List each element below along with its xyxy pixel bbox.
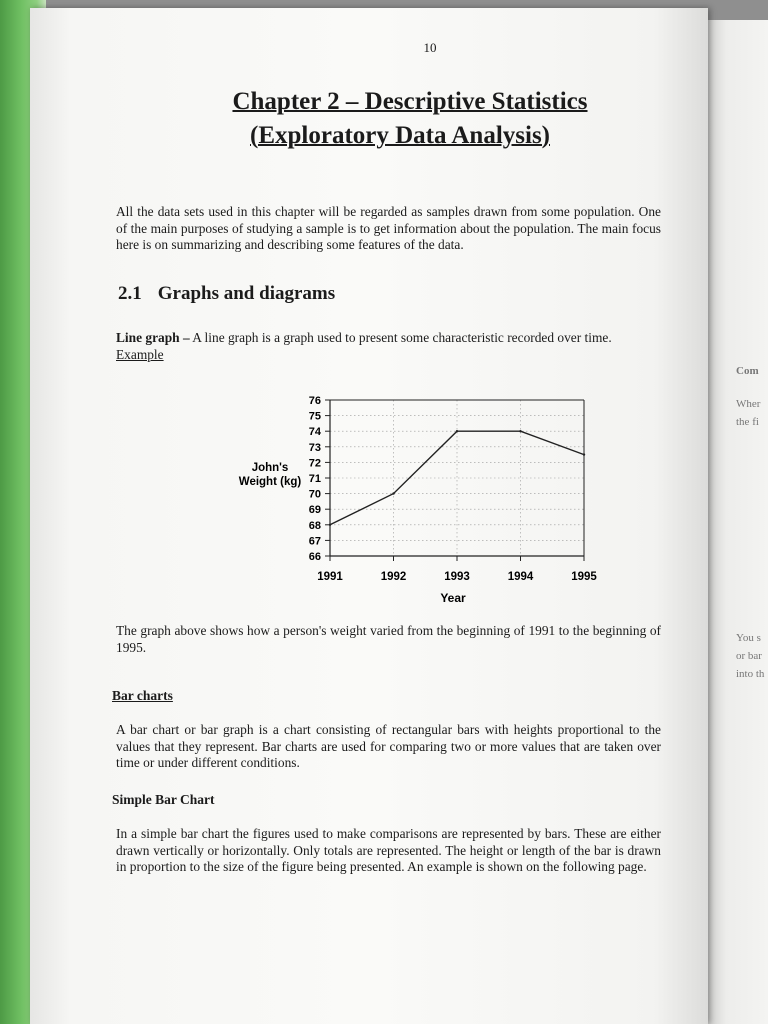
data-point <box>583 453 585 455</box>
x-tick-label: 1995 <box>571 571 597 583</box>
page-number: 10 <box>423 40 437 55</box>
section-heading <box>118 283 351 305</box>
line-graph-definition <box>116 330 661 363</box>
line-graph-text: A line graph is a graph used to present some characteristic recorded over time. <box>189 330 612 345</box>
data-point <box>456 430 458 432</box>
x-tick-label: 1993 <box>444 571 470 583</box>
y-axis-label-line1: John's <box>251 462 289 474</box>
intro-paragraph: All the data sets used in this chapter will be regarded as samples drawn from some population. One of the main purposes of studying a sample is to get information about the population. The main focus here is on summarizing and describing some features of the data. <box>116 204 661 252</box>
line-graph-term: Line graph – <box>116 330 190 345</box>
y-tick-label: 67 <box>308 535 321 548</box>
graph-caption: The graph above shows how a person's weight varied from the beginning of 1991 to the beginning of 1995. <box>116 623 661 655</box>
x-axis-label: Year <box>440 591 466 605</box>
y-tick-label: 68 <box>308 519 321 532</box>
y-tick-label: 74 <box>308 426 321 439</box>
chapter-subtitle: (Exploratory Data Analysis) <box>250 122 550 149</box>
x-tick-label: 1991 <box>317 571 343 583</box>
adjacent-page-fragment: Wher <box>736 398 761 410</box>
data-point <box>519 430 521 432</box>
y-tick-label: 76 <box>308 395 321 407</box>
y-tick-label: 75 <box>308 410 321 423</box>
y-tick-label: 72 <box>308 457 321 470</box>
bar-charts-heading: Bar charts <box>112 688 173 703</box>
y-tick-label: 71 <box>308 473 321 485</box>
y-axis-label-line2: Weight (kg) <box>238 476 302 488</box>
adjacent-page-fragment: into th <box>736 668 765 680</box>
data-point <box>392 492 394 494</box>
chart-grid <box>330 400 584 556</box>
y-tick-label: 73 <box>308 441 321 454</box>
y-tick-labels <box>309 395 330 563</box>
bar-charts-paragraph: A bar chart or bar graph is a chart consisting of rectangular bars with heights proportional to the values that they represent. Bar charts are used for comparing two or more values that are taken over time or under different conditions. <box>116 722 661 770</box>
x-tick-label: 1994 <box>507 571 534 583</box>
simple-bar-chart-paragraph: In a simple bar chart the figures used to make comparisons are represented by bars. These are either drawn vertically or horizontally. Only totals are represented. The height or length of the bar is drawn in proportion to the size of the figure being presented. An example is shown on the following page. <box>116 826 661 874</box>
simple-bar-chart-heading: Simple Bar Chart <box>112 792 215 807</box>
adjacent-page-fragment: or bar <box>736 650 762 662</box>
adjacent-page-fragment: Com <box>736 365 759 377</box>
chapter-title: Chapter 2 – Descriptive Statistics <box>232 88 588 115</box>
example-label: Example <box>116 346 164 362</box>
y-tick-label: 69 <box>308 504 321 517</box>
y-tick-label: 66 <box>308 551 321 563</box>
x-tick-labels <box>317 556 597 583</box>
adjacent-page-edge <box>708 20 768 1024</box>
section-number: 2.1 <box>118 283 142 304</box>
adjacent-page-fragment: the fi <box>736 416 759 428</box>
y-tick-label: 70 <box>308 488 321 501</box>
line-chart <box>170 380 610 610</box>
data-point <box>329 524 331 526</box>
adjacent-page-fragment: You s <box>736 632 761 644</box>
section-title: Graphs and diagrams <box>157 283 336 304</box>
x-tick-label: 1992 <box>380 571 407 583</box>
